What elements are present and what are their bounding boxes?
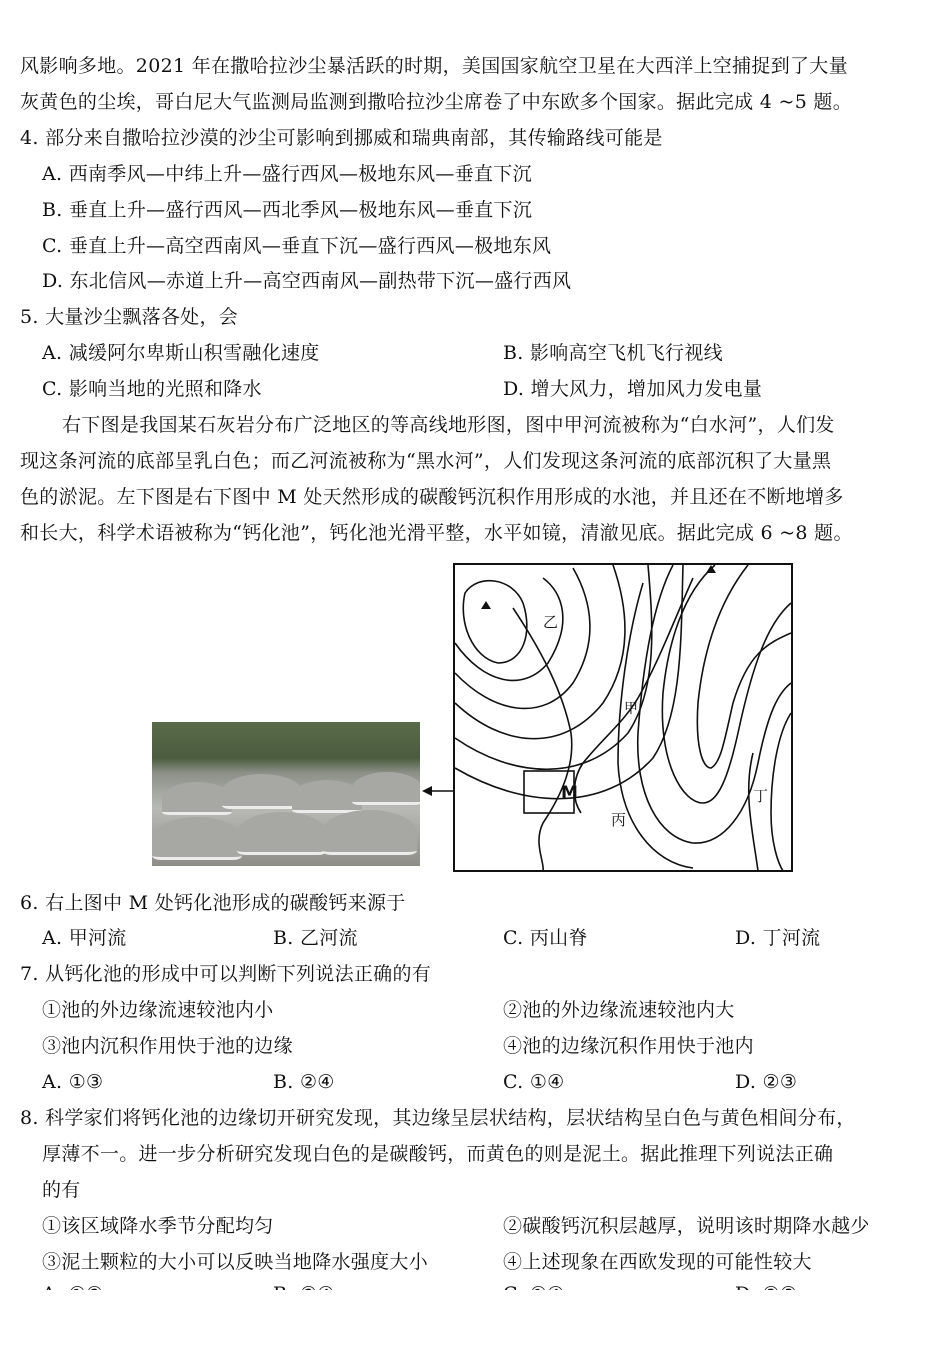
q5-option-b: B. 影响高空飞机飞行视线: [503, 342, 723, 364]
q7-stem: 7. 从钙化池的形成中可以判断下列说法正确的有: [20, 963, 432, 985]
map-label-yi: 乙: [543, 613, 559, 631]
q7-option-c: C. ①④: [503, 1071, 565, 1093]
passage-line-2: 现这条河流的底部呈乳白色；而乙河流被称为“黑水河”，人们发现这条河流的底部沉积了大量黑: [20, 450, 832, 472]
q5-option-a: A. 减缓阿尔卑斯山积雪融化速度: [42, 342, 320, 364]
q7-statement-3: ③池内沉积作用快于池的边缘: [42, 1035, 293, 1057]
q8-statement-2: ②碳酸钙沉积层越厚，说明该时期降水越少: [503, 1215, 870, 1237]
q8-statement-1: ①该区域降水季节分配均匀: [42, 1215, 274, 1237]
q7-statement-4: ④池的边缘沉积作用快于池内: [503, 1035, 754, 1057]
map-label-ding: 丁: [753, 787, 769, 805]
q4-option-b: B. 垂直上升—盛行西风—西北季风—极地东风—垂直下沉: [42, 199, 533, 221]
q6-option-a: A. 甲河流: [42, 927, 127, 949]
contour-map: [453, 563, 793, 872]
q7-option-d: D. ②③: [735, 1071, 798, 1093]
q6-stem: 6. 右上图中 M 处钙化池形成的碳酸钙来源于: [20, 892, 406, 914]
q5-option-c: C. 影响当地的光照和降水: [42, 378, 262, 400]
passage-line-1: 右下图是我国某石灰岩分布广泛地区的等高线地形图，图中甲河流被称为“白水河”，人们发: [62, 414, 835, 436]
q7-statement-1: ①池的外边缘流速较池内小: [42, 999, 274, 1021]
map-label-bing: 丙: [611, 811, 627, 829]
q4-option-a: A. 西南季风—中纬上升—盛行西风—极地东风—垂直下沉: [42, 163, 532, 185]
q6-option-c: C. 丙山脊: [503, 927, 588, 949]
q8-stem-line-3: 的有: [42, 1179, 81, 1201]
calcification-pool-photo: [152, 722, 420, 866]
q8-stem-line-1: 8. 科学家们将钙化池的边缘切开研究发现，其边缘呈层状结构，层状结构呈白色与黄色相间分布，: [20, 1107, 856, 1129]
page-cutoff: [0, 1290, 950, 1369]
map-label-m: M: [561, 783, 578, 803]
q7-statement-2: ②池的外边缘流速较池内大: [503, 999, 735, 1021]
map-label-jia: 甲: [624, 701, 638, 717]
q6-option-b: B. 乙河流: [273, 927, 358, 949]
passage-line-3: 色的淤泥。左下图是右下图中 M 处天然形成的碳酸钙沉积作用形成的水池，并且还在不断地增多: [20, 486, 844, 508]
q6-option-d: D. 丁河流: [735, 927, 821, 949]
q4-option-d: D. 东北信风—赤道上升—高空西南风—副热带下沉—盛行西风: [42, 270, 572, 292]
q8-statement-3: ③泥土颗粒的大小可以反映当地降水强度大小: [42, 1251, 429, 1273]
q4-stem: 4. 部分来自撒哈拉沙漠的沙尘可影响到挪威和瑞典南部，其传输路线可能是: [20, 127, 663, 149]
q7-option-b: B. ②④: [273, 1071, 335, 1093]
q7-option-a: A. ①③: [42, 1071, 104, 1093]
q8-stem-line-2: 厚薄不一。进一步分析研究发现白色的是碳酸钙，而黄色的则是泥土。据此推理下列说法正确: [42, 1143, 834, 1165]
intro-line-1: 风影响多地。2021 年在撒哈拉沙尘暴活跃的时期，美国国家航空卫星在大西洋上空捕捉到了大量: [20, 55, 848, 77]
q5-stem: 5. 大量沙尘飘落各处，会: [20, 306, 239, 328]
intro-line-2: 灰黄色的尘埃，哥白尼大气监测局监测到撒哈拉沙尘席卷了中东欧多个国家。据此完成 4 ~5 题。: [20, 91, 853, 113]
q8-statement-4: ④上述现象在西欧发现的可能性较大: [503, 1251, 812, 1273]
q5-option-d: D. 增大风力，增加风力发电量: [503, 378, 763, 400]
q4-option-c: C. 垂直上升—高空西南风—垂直下沉—盛行西风—极地东风: [42, 235, 552, 257]
passage-line-4: 和长大，科学术语被称为“钙化池”，钙化池光滑平整，水平如镜，清澈见底。据此完成 6 ~8 题。: [20, 522, 853, 544]
